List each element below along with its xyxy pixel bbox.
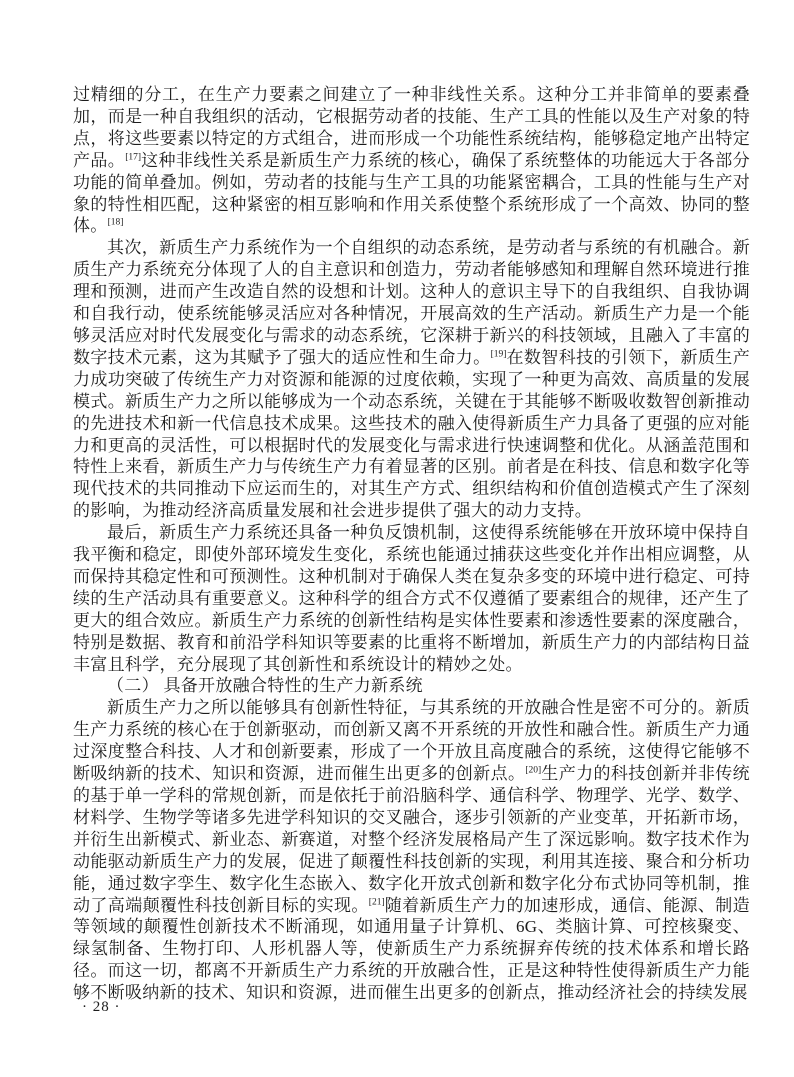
footnote-reference: [20]: [525, 765, 542, 776]
paragraph: 其次，新质生产力系统作为一个自组织的动态系统，是劳动者与系统的有机融合。新质生产力系统充分体现了人的自主意识和创造力，劳动者能够感知和理解自然环境进行推理和预测，进而产生改造自然的设想和计划。这种人的意识主导下的自我组织、自我协调和自我行动，使系统能够灵活应对各种情况，开展高效的生产活动。新质生产力是一个能够灵活应对时代发展变化与需求的动态系统，它深耕于新兴的科技领域，且融入了丰富的数字技术元素，这为其赋予了强大的适应性和生命力。[19]在数智科技的引领下，新质生产力成功突破了传统生产力对资源和能源的过度依赖，实现了一种更为高效、高质量的发展模式。新质生产力之所以能够成为一个动态系统，关键在于其能够不断吸收数智创新推动的先进技术和新一代信息技术成果。这些技术的融入使得新质生产力具备了更强的应对能力和更高的灵活性，可以根据时代的发展变化与需求进行快速调整和优化。从涵盖范围和特性上来看，新质生产力与传统生产力有着显著的区别。前者是在科技、信息和数字化等现代技术的共同推动下应运而生的，对其生产方式、组织结构和价值创造模式产生了深刻的影响，为推动经济高质量发展和社会进步提供了强大的动力支持。: [73, 238, 750, 521]
paragraph: 新质生产力之所以能够具有创新性特征，与其系统的开放融合性是密不可分的。新质生产力系统的核心在于创新驱动，而创新又离不开系统的开放性和融合性。新质生产力通过深度整合科技、人才和创新要素，形成了一个开放且高度融合的系统，这使得它能够不断吸纳新的技术、知识和资源，进而催生出更多的创新点。[20]生产力的科技创新并非传统的基于单一学科的常规创新，而是依托于前沿脑科学、通信科学、物理学、光学、数学、材料学、生物学等诸多先进学科知识的交叉融合，逐步引领新的产业变革，开拓新市场，并衍生出新模式、新业态、新赛道，对整个经济发展格局产生了深远影响。数字技术作为动能驱动新质生产力的发展，促进了颠覆性科技创新的实现，利用其连接、聚合和分析功能，通过数字孪生、数字化生态嵌入、数字化开放式创新和数字化分布式协同等机制，推动了高端颠覆性科技创新目标的实现。[21]随着新质生产力的加速形成，通信、能源、制造等领域的颠覆性创新技术不断涌现，如通用量子计算机、6G、类脑计算、可控核聚变、绿氢制备、生物打印、人形机器人等，使新质生产力系统摒弃传统的技术体系和增长路径。而这一切，都离不开新质生产力系统的开放融合性，正是这种特性使得新质生产力能够不断吸纳新的技术、知识和资源，进而催生出更多的创新点，推动经济社会的持续发展: [73, 698, 750, 1003]
footnote-reference: [17]: [125, 152, 142, 163]
section-heading: （二） 具备开放融合特性的生产力新系统: [107, 676, 423, 696]
paragraph: 过精细的分工，在生产力要素之间建立了一种非线性关系。这种分工并非简单的要素叠加，而是一种自我组织的活动，它根据劳动者的技能、生产工具的性能以及生产对象的特点，将这些要素以特定的方式组合，进而形成一个功能性系统结构，能够稳定地产出特定产品。[17]这种非线性关系是新质生产力系统的核心，确保了系统整体的功能远大于各部分功能的简单叠加。例如，劳动者的技能与生产工具的功能紧密耦合，工具的性能与生产对象的特性相匹配，这种紧密的相互影响和作用关系使整个系统形成了一个高效、协同的整体。[18]: [73, 85, 750, 236]
footnote-reference: [21]: [368, 896, 385, 907]
footnote-reference: [18]: [107, 217, 124, 228]
paragraph: 最后，新质生产力系统还具备一种负反馈机制，这使得系统能够在开放环境中保持自我平衡和稳定，即使外部环境发生变化，系统也能通过捕获这些变化并作出相应调整，从而保持其稳定性和可预测性。这种机制对于确保人类在复杂多变的环境中进行稳定、可持续的生产活动具有重要意义。这种科学的组合方式不仅遵循了要素组合的规律，还产生了更大的组合效应。新质生产力系统的创新性结构是实体性要素和渗透性要素的深度融合，特别是数据、教育和前沿学科知识等要素的比重将不断增加，新质生产力的内部结构日益丰富且科学，充分展现了其创新性和系统设计的精妙之处。: [73, 523, 750, 674]
page-number: · 28 ·: [82, 999, 121, 1015]
footnote-reference: [19]: [490, 349, 507, 360]
document-body: [73, 84, 750, 1004]
